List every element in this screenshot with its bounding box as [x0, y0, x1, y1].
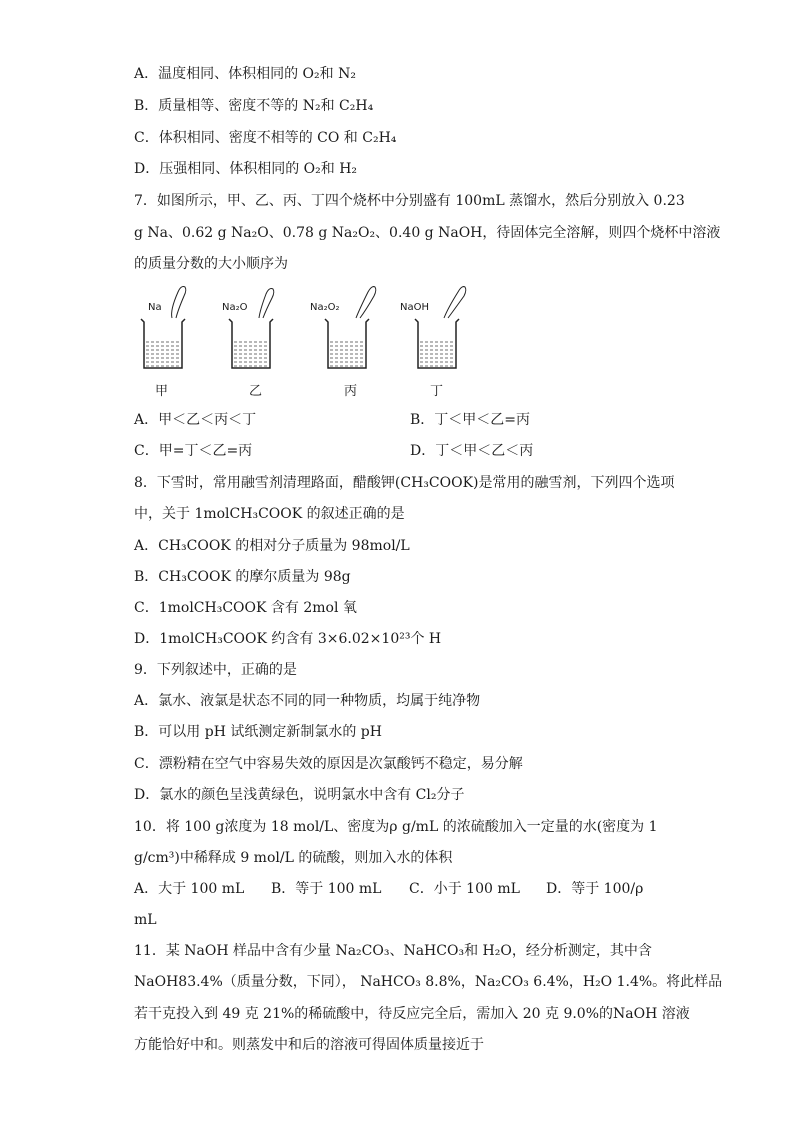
q7-option-d: D．丁＜甲＜乙＜丙 [410, 443, 534, 459]
q11-line2: NaOH83.4%（质量分数，下同）， NaHCO₃ 8.8%，Na₂CO₃ 6.4%，H₂O 1.4%。将此样品 [134, 974, 723, 990]
q9-option-c: C．漂粉精在空气中容易失效的原因是次氯酸钙不稳定，易分解 [134, 756, 523, 772]
beaker-jia [134, 282, 214, 402]
q10-option-d-wrap: mL [134, 912, 157, 928]
q6-option-b: B．质量相等、密度不等的 N₂和 C₂H₄ [134, 98, 374, 114]
q7-stem-line1: 7．如图所示，甲、乙、丙、丁四个烧杯中分别盛有 100mL 蒸馏水，然后分别放入 0.23 [134, 193, 685, 209]
q9-option-a: A．氯水、液氯是状态不同的同一种物质，均属于纯净物 [134, 693, 481, 709]
beaker-reagent: Na₂O₂ [310, 302, 340, 313]
q6-option-d: D．压强相同、体积相同的 O₂和 H₂ [134, 161, 358, 177]
beaker-reagent: Na [148, 302, 162, 313]
q8-option-d: D．1molCH₃COOK 约含有 3×6.02×10²³个 H [134, 631, 442, 647]
q9-stem: 9．下列叙述中，正确的是 [134, 662, 297, 678]
beaker-bing [310, 282, 400, 402]
beaker-icon [318, 282, 398, 377]
beaker-reagent: NaOH [400, 302, 429, 313]
q6-option-c: C．体积相同、密度不相等的 CO 和 C₂H₄ [134, 130, 397, 146]
beaker-ding [398, 282, 488, 402]
q10-option-c: C．小于 100 mL [409, 881, 520, 897]
q7-option-b: B．丁＜甲＜乙=丙 [410, 412, 531, 428]
q8-option-c: C．1molCH₃COOK 含有 2mol 氧 [134, 600, 357, 616]
beaker-figure [134, 282, 554, 412]
beaker-reagent: Na₂O [222, 302, 248, 313]
beaker-name: 丁 [430, 384, 444, 399]
beaker-name: 乙 [249, 384, 263, 399]
q8-option-b: B．CH₃COOK 的摩尔质量为 98g [134, 569, 351, 585]
q7-option-c: C．甲=丁＜乙=丙 [134, 443, 253, 459]
q10-option-b: B．等于 100 mL [271, 881, 382, 897]
q11-line4: 方能恰好中和。则蒸发中和后的溶液可得固体质量接近于 [134, 1037, 484, 1053]
q7-stem-line3: 的质量分数的大小顺序为 [134, 256, 288, 272]
beaker-name: 甲 [155, 384, 169, 399]
q10-stem-line1: 10．将 100 g浓度为 18 mol/L、密度为ρ g/mL 的浓硫酸加入一定量的水(密度为 1 [134, 819, 658, 835]
q9-option-d: D．氯水的颜色呈浅黄绿色，说明氯水中含有 Cl₂分子 [134, 787, 465, 803]
q6-option-a: A．温度相同、体积相同的 O₂和 N₂ [134, 66, 356, 82]
q9-option-b: B．可以用 pH 试纸测定新制氯水的 pH [134, 724, 382, 740]
beaker-yi [222, 282, 302, 402]
beaker-icon [222, 282, 302, 377]
q10-stem-line2: g/cm³)中稀释成 9 mol/L 的硫酸，则加入水的体积 [134, 850, 453, 866]
q8-stem-line2: 中，关于 1molCH₃COOK 的叙述正确的是 [134, 506, 405, 522]
q11-line3: 若干克投入到 49 克 21%的稀硫酸中，待反应完全后，需加入 20 克 9.0%的NaOH 溶液 [134, 1006, 690, 1022]
beaker-icon [134, 282, 214, 377]
q10-option-d: D．等于 100/ρ [546, 881, 644, 897]
q7-option-a: A．甲＜乙＜丙＜丁 [134, 412, 257, 428]
beaker-name: 丙 [344, 384, 358, 399]
q11-line1: 11．某 NaOH 样品中含有少量 Na₂CO₃、NaHCO₃和 H₂O，经分析测定，其中含 [134, 943, 652, 959]
q8-option-a: A．CH₃COOK 的相对分子质量为 98mol/L [134, 538, 410, 554]
q7-stem-line2: g Na、0.62 g Na₂O、0.78 g Na₂O₂、0.40 g NaOH，待固体完全溶解，则四个烧杯中溶液 [134, 225, 721, 241]
beaker-icon [408, 282, 488, 377]
q10-option-a: A．大于 100 mL [134, 881, 245, 897]
q8-stem-line1: 8．下雪时，常用融雪剂清理路面，醋酸钾(CH₃COOK)是常用的融雪剂，下列四个选项 [134, 475, 675, 491]
